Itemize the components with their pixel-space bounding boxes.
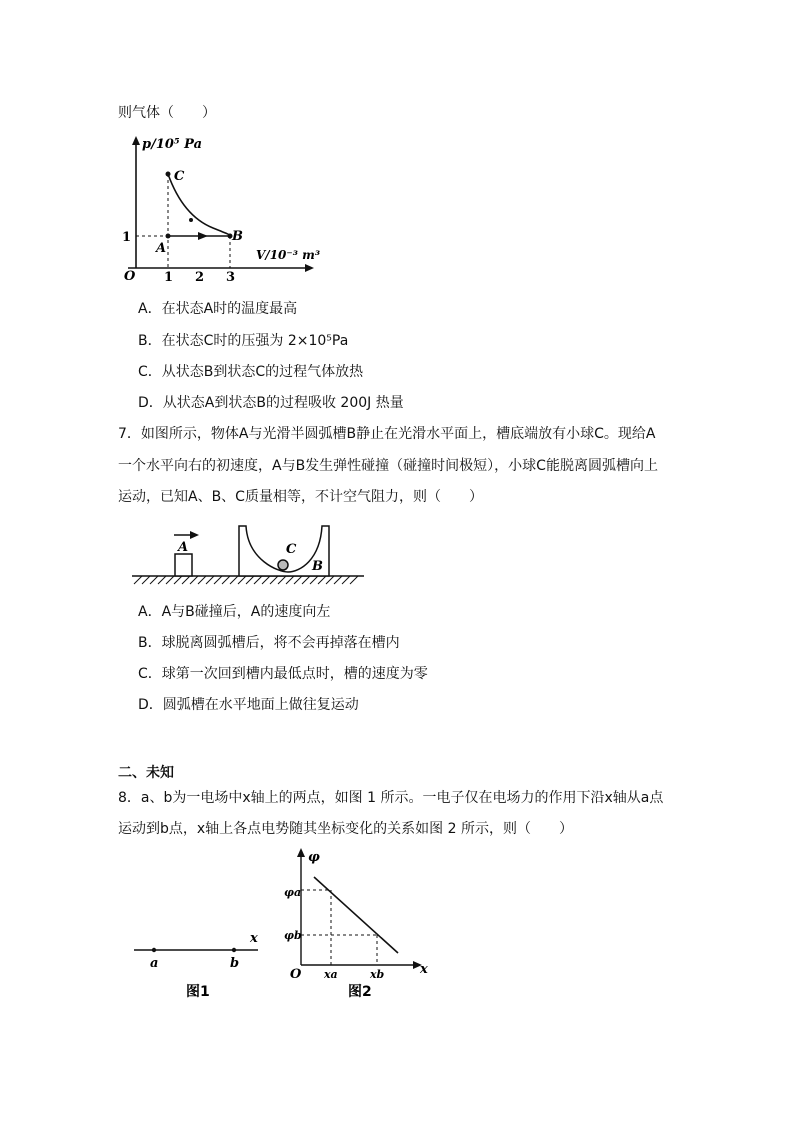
fig1-caption: 图1 <box>186 984 210 1000</box>
q6-stem-tail: 则气体（ ） <box>118 105 216 121</box>
pv-point-b: B <box>232 229 243 244</box>
pv-origin: O <box>124 269 136 284</box>
q6-option-a: A．在状态A时的温度最高 <box>138 301 298 317</box>
q7-stem-line-1: 7．如图所示，物体A与光滑半圆弧槽B静止在光滑水平面上，槽底端放有小球C。现给A <box>118 426 656 442</box>
ball-c <box>278 560 288 570</box>
q6-option-d: D．从状态A到状态B的过程吸收 200J 热量 <box>138 395 404 411</box>
fig1-a-label: a <box>150 956 159 971</box>
pv-y-tick-1: 1 <box>122 230 132 245</box>
pv-point-c: C <box>174 169 185 184</box>
q7-option-c: C．球第一次回到槽内最低点时，槽的速度为零 <box>138 666 428 682</box>
q6-option-c: C．从状态B到状态C的过程气体放热 <box>138 364 364 380</box>
section-title: 二、未知 <box>118 765 174 781</box>
q7-label-b: B <box>312 559 323 574</box>
fig1-x-label: x <box>250 931 258 946</box>
pv-point-a: A <box>156 241 167 256</box>
pv-x-tick-1: 1 <box>164 270 174 285</box>
fig2-caption: 图2 <box>348 984 372 1000</box>
q7-label-c: C <box>286 542 297 557</box>
q6-option-b: B．在状态C时的压强为 2×10⁵Pa <box>138 333 349 349</box>
pv-x-tick-3: 3 <box>226 270 236 285</box>
q8-stem-line-1: 8．a、b为一电场中x轴上的两点，如图 1 所示。一电子仅在电场力的作用下沿x轴从a点 <box>118 790 664 806</box>
q7-option-d: D．圆弧槽在水平地面上做往复运动 <box>138 697 359 713</box>
fig2-y-axis: φ <box>308 850 320 865</box>
fig2-x-a: xa <box>324 968 338 981</box>
q7-figure <box>128 520 368 590</box>
q8-stem-line-2: 运动到b点，x轴上各点电势随其坐标变化的关系如图 2 所示，则（ ） <box>118 821 573 837</box>
phi-line <box>314 877 398 953</box>
fig2-phi-a: φa <box>284 886 302 899</box>
q7-stem-line-3: 运动，已知A、B、C质量相等，不计空气阻力，则（ ） <box>118 489 483 505</box>
pv-x-label: V/10⁻³ m³ <box>256 248 321 262</box>
fig2-phi-b: φb <box>284 929 302 942</box>
fig2-x-b: xb <box>370 968 385 981</box>
q8-figure-1 <box>130 928 270 1000</box>
pv-x-tick-2: 2 <box>195 270 205 285</box>
pv-graph <box>118 132 338 285</box>
q7-stem-line-2: 一个水平向右的初速度，A与B发生弹性碰撞（碰撞时间极短），小球C能脱离圆弧槽向上 <box>118 458 658 474</box>
fig2-origin: O <box>290 967 302 982</box>
q8-figure-2 <box>282 843 432 1003</box>
q7-option-b: B．球脱离圆弧槽后，将不会再掉落在槽内 <box>138 635 400 651</box>
fig2-x-axis: x <box>420 962 428 977</box>
fig1-b-label: b <box>230 956 240 971</box>
q7-label-a: A <box>178 540 189 555</box>
pv-y-label: p/10⁵ Pa <box>142 137 202 152</box>
block-a <box>175 554 192 576</box>
q7-option-a: A．A与B碰撞后，A的速度向左 <box>138 604 331 620</box>
